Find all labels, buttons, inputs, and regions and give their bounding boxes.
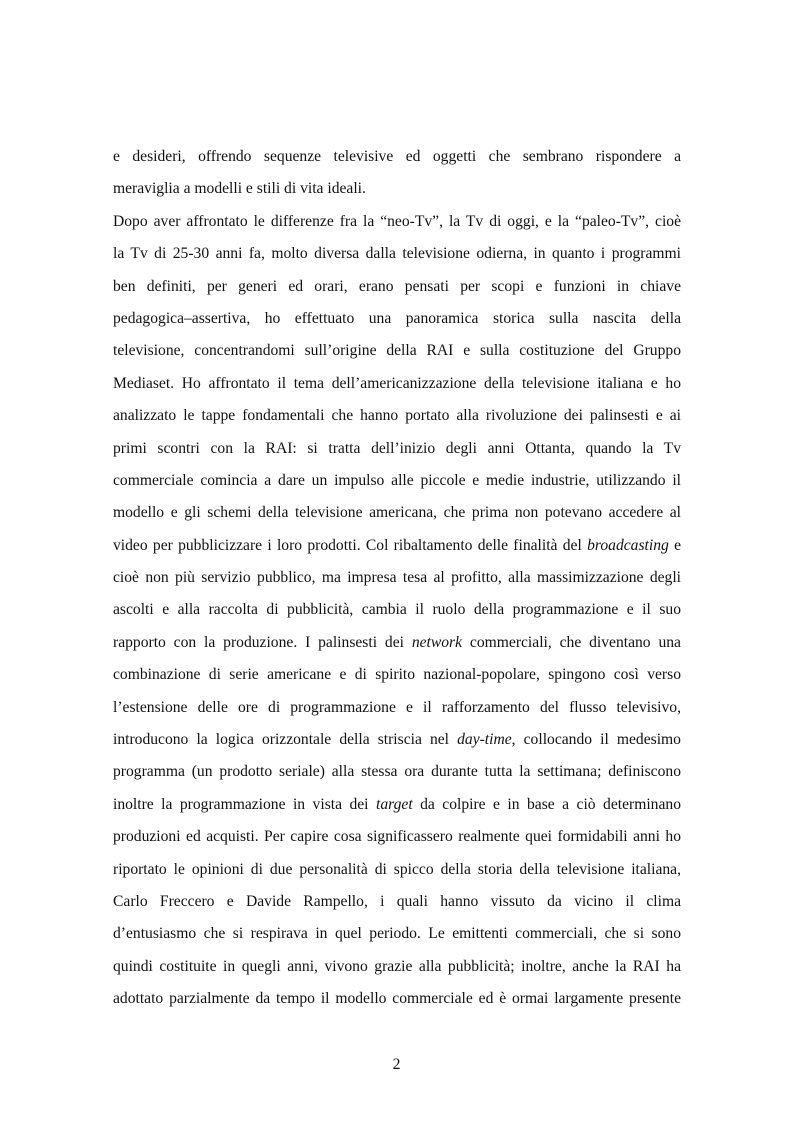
italic-term: target [375, 795, 413, 813]
text-segment: adottato parzialmente da tempo il modello commerciale ed è ormai largamente presente [113, 990, 681, 1008]
text-line [113, 368, 681, 400]
text-line [113, 303, 681, 335]
text-line [113, 821, 681, 853]
text-line [113, 433, 681, 465]
text-line [113, 594, 681, 626]
text-line [113, 854, 681, 886]
italic-term: broadcasting [587, 536, 669, 554]
text-line [113, 659, 681, 691]
text-segment: analizzato le tappe fondamentali che hanno portato alla rivoluzione dei palinsesti e ai [113, 407, 681, 425]
text-line [113, 141, 681, 173]
text-line [113, 562, 681, 594]
text-line [113, 692, 681, 724]
text-segment: rapporto con la produzione. I palinsesti dei [113, 633, 412, 651]
text-segment: combinazione di serie americane e di spirito nazional-popolare, spingono così verso [113, 666, 681, 684]
body-text [113, 141, 681, 1016]
text-line [113, 951, 681, 983]
text-line [113, 756, 681, 788]
text-line [113, 627, 681, 659]
italic-term: day-time [457, 731, 512, 749]
text-segment: l’estensione delle ore di programmazione e il rafforzamento del flusso televisivo, [113, 698, 681, 716]
text-segment: , collocando il medesimo [511, 731, 681, 749]
text-segment: quindi costituite in quegli anni, vivono grazie alla pubblicità; inoltre, anche la RAI ha [113, 957, 681, 975]
text-segment: produzioni ed acquisti. Per capire cosa significassero realmente quei formidabili anni ho [113, 828, 681, 846]
text-line [113, 335, 681, 367]
text-segment: cioè non più servizio pubblico, ma impresa tesa al profitto, alla massimizzazione degli [113, 569, 681, 587]
text-segment: commerciali, che diventano una [462, 633, 681, 651]
text-segment: ascolti e alla raccolta di pubblicità, cambia il ruolo della programmazione e il suo [113, 601, 681, 619]
text-line [113, 497, 681, 529]
text-line [113, 724, 681, 756]
text-segment: introducono la logica orizzontale della striscia nel [113, 731, 458, 749]
text-line [113, 983, 681, 1015]
text-segment: d’entusiasmo che si respirava in quel periodo. Le emittenti commerciali, che si sono [113, 925, 681, 943]
text-line [113, 918, 681, 950]
text-segment: la Tv di 25-30 anni fa, molto diversa dalla televisione odierna, in quanto i programmi [113, 245, 681, 263]
text-line [113, 271, 681, 303]
text-line [113, 238, 681, 270]
text-segment: commerciale comincia a dare un impulso alle piccole e medie industrie, utilizzando il [113, 471, 681, 489]
text-line [113, 400, 681, 432]
text-segment: video per pubblicizzare i loro prodotti. Col ribaltamento delle finalità del [113, 536, 588, 554]
text-line [113, 530, 681, 562]
text-segment: e desideri, offrendo sequenze televisive ed oggetti che sembrano rispondere a [113, 148, 681, 165]
italic-term: network [411, 633, 463, 651]
text-line [113, 173, 681, 205]
text-segment: e [668, 536, 681, 554]
text-segment: televisione, concentrandomi sull’origine della RAI e sulla costituzione del Gruppo [113, 342, 681, 360]
text-segment: da colpire e in base a ciò determinano [412, 795, 681, 813]
text-segment: Dopo aver affrontato le differenze fra la “neo-Tv”, la Tv di oggi, e la “paleo-Tv”, cioè [113, 212, 681, 230]
text-line [113, 789, 681, 821]
text-segment: meraviglia a modelli e stili di vita ideali. [113, 180, 366, 198]
text-line [113, 465, 681, 497]
text-segment: Mediaset. Ho affrontato il tema dell’americanizzazione della televisione italiana e ho [113, 374, 681, 392]
text-segment: riportato le opinioni di due personalità di spicco della storia della televisione italiana, [113, 860, 681, 878]
text-segment: programma (un prodotto seriale) alla stessa ora durante tutta la settimana; definiscono [113, 763, 681, 781]
text-segment: primi scontri con la RAI: si tratta dell’inizio degli anni Ottanta, quando la Tv [113, 439, 681, 457]
text-line [113, 206, 681, 238]
page-number: 2 [392, 1056, 401, 1073]
text-segment: ben definiti, per generi ed orari, erano pensati per scopi e funzioni in chiave [113, 277, 681, 295]
text-line [113, 886, 681, 918]
text-segment: Carlo Freccero e Davide Rampello, i quali hanno vissuto da vicino il clima [113, 892, 681, 910]
text-segment: pedagogica–assertiva, ho effettuato una panoramica storica sulla nascita della [113, 309, 681, 327]
text-segment: inoltre la programmazione in vista dei [113, 795, 376, 813]
text-segment: modello e gli schemi della televisione americana, che prima non potevano accedere al [113, 504, 681, 522]
